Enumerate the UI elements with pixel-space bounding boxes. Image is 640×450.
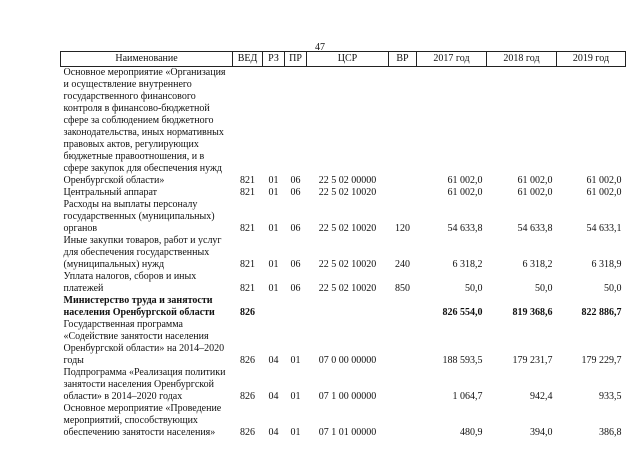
row-name: Министерство труда и занятости населения Оренбургской области: [63, 295, 215, 318]
row-pr: 06: [290, 283, 301, 294]
row-rz: 04: [268, 355, 279, 366]
row-rz: [263, 295, 285, 319]
row-value-2017: 826 554,0: [442, 307, 483, 318]
col-header-rz: РЗ: [263, 52, 285, 67]
row-value-2017: 6 318,2: [452, 259, 483, 270]
table-row: [61, 271, 626, 295]
row-value-2017: 61 002,0: [447, 187, 483, 198]
col-header-ved: ВЕД: [233, 52, 263, 67]
table-row: [61, 187, 626, 199]
col-header-vr: ВР: [389, 52, 417, 67]
row-name: Государственная программа «Содействие занятости населения Оренбургской области» на 2014–2020 годы: [63, 319, 225, 366]
row-pr: 01: [290, 391, 301, 402]
row-csr: 22 5 02 10020: [318, 283, 377, 294]
row-pr: [285, 295, 307, 319]
budget-table: [60, 51, 626, 439]
row-ved: 821: [240, 187, 255, 198]
table-row: [61, 235, 626, 271]
row-value-2017: 61 002,0: [447, 175, 483, 186]
row-vr: [389, 67, 417, 188]
row-rz: 01: [268, 175, 279, 186]
row-csr: 22 5 02 10020: [318, 223, 377, 234]
row-value-2017: 480,9: [460, 427, 483, 438]
row-value-2018: 819 368,6: [512, 307, 553, 318]
row-value-2019: 6 318,9: [591, 259, 622, 270]
row-name: Расходы на выплаты персоналу государственных (муниципальных) органов: [63, 199, 215, 234]
row-csr: 07 1 01 00000: [318, 427, 377, 438]
col-header-2018: 2018 год: [487, 52, 557, 67]
row-ved: 821: [240, 223, 255, 234]
page-number: 47: [315, 42, 325, 53]
row-value-2018: 179 231,7: [512, 355, 553, 366]
row-value-2018: 61 002,0: [517, 187, 553, 198]
col-header-name: Наименование: [61, 52, 233, 67]
row-value-2019: 61 002,0: [586, 175, 622, 186]
row-pr: 06: [290, 223, 301, 234]
row-csr: 22 5 02 10020: [318, 187, 377, 198]
row-value-2017: 1 064,7: [452, 391, 483, 402]
row-vr: 120: [395, 223, 410, 234]
table-row: [61, 67, 626, 188]
row-value-2019: 61 002,0: [586, 187, 622, 198]
row-value-2017: 188 593,5: [442, 355, 483, 366]
row-name: Основное мероприятие «Организация и осуществление внутреннего государственного финансового контроля в финансово-бюджетной сфере за соблюдением бюджетного законодательства, иных нормативных правовых актов, регулирующих бюджетные правоотношения, и в сфере закупок для обеспечения нужд Оренбургской области»: [63, 67, 226, 186]
col-header-2019: 2019 год: [557, 52, 626, 67]
row-value-2019: 54 633,1: [586, 223, 622, 234]
row-name: Иные закупки товаров, работ и услуг для обеспечения государственных (муниципальных) нужд: [63, 235, 222, 270]
row-value-2017: 54 633,8: [447, 223, 483, 234]
col-header-2017: 2017 год: [417, 52, 487, 67]
table-row: [61, 199, 626, 235]
table-row: [61, 295, 626, 319]
row-value-2019: 822 886,7: [581, 307, 622, 318]
row-value-2019: 50,0: [604, 283, 622, 294]
row-pr: 06: [290, 175, 301, 186]
row-vr: 850: [395, 283, 410, 294]
row-vr: [389, 367, 417, 403]
row-value-2018: 394,0: [530, 427, 553, 438]
row-rz: 01: [268, 259, 279, 270]
row-rz: 01: [268, 283, 279, 294]
row-vr: [389, 187, 417, 199]
row-csr: 07 1 00 00000: [318, 391, 377, 402]
row-csr: 22 5 02 10020: [318, 259, 377, 270]
row-rz: 04: [268, 391, 279, 402]
table-row: [61, 367, 626, 403]
row-pr: 01: [290, 427, 301, 438]
row-ved: 826: [240, 307, 255, 318]
row-csr: 22 5 02 00000: [318, 175, 377, 186]
row-value-2018: 61 002,0: [517, 175, 553, 186]
row-ved: 826: [240, 355, 255, 366]
row-pr: 01: [290, 355, 301, 366]
row-value-2017: 50,0: [465, 283, 483, 294]
row-csr: [307, 295, 389, 319]
row-rz: 01: [268, 187, 279, 198]
row-value-2019: 179 229,7: [581, 355, 622, 366]
row-ved: 821: [240, 283, 255, 294]
row-value-2018: 6 318,2: [522, 259, 553, 270]
row-vr: [389, 319, 417, 367]
row-rz: 01: [268, 223, 279, 234]
row-ved: 821: [240, 259, 255, 270]
table-header-row: [61, 52, 626, 67]
row-value-2018: 942,4: [530, 391, 553, 402]
row-value-2019: 933,5: [599, 391, 622, 402]
row-rz: 04: [268, 427, 279, 438]
row-value-2018: 50,0: [535, 283, 553, 294]
row-csr: 07 0 00 00000: [318, 355, 377, 366]
row-pr: 06: [290, 187, 301, 198]
row-value-2018: 54 633,8: [517, 223, 553, 234]
row-ved: 826: [240, 427, 255, 438]
row-value-2019: 386,8: [599, 427, 622, 438]
row-vr: [389, 403, 417, 439]
col-header-csr: ЦСР: [307, 52, 389, 67]
row-ved: 821: [240, 175, 255, 186]
table-row: [61, 403, 626, 439]
table-row: [61, 319, 626, 367]
row-name: Подпрограмма «Реализация политики занятости населения Оренбургской области» в 2014–2020 годах: [63, 367, 226, 402]
row-ved: 826: [240, 391, 255, 402]
row-vr: [389, 295, 417, 319]
col-header-pr: ПР: [285, 52, 307, 67]
table-body: [61, 67, 626, 440]
row-pr: 06: [290, 259, 301, 270]
row-name: Основное мероприятие «Проведение мероприятий, способствующих обеспечению занятости населения»: [63, 403, 222, 438]
row-name: Центральный аппарат: [63, 187, 158, 198]
row-vr: 240: [395, 259, 410, 270]
row-name: Уплата налогов, сборов и иных платежей: [63, 271, 197, 294]
